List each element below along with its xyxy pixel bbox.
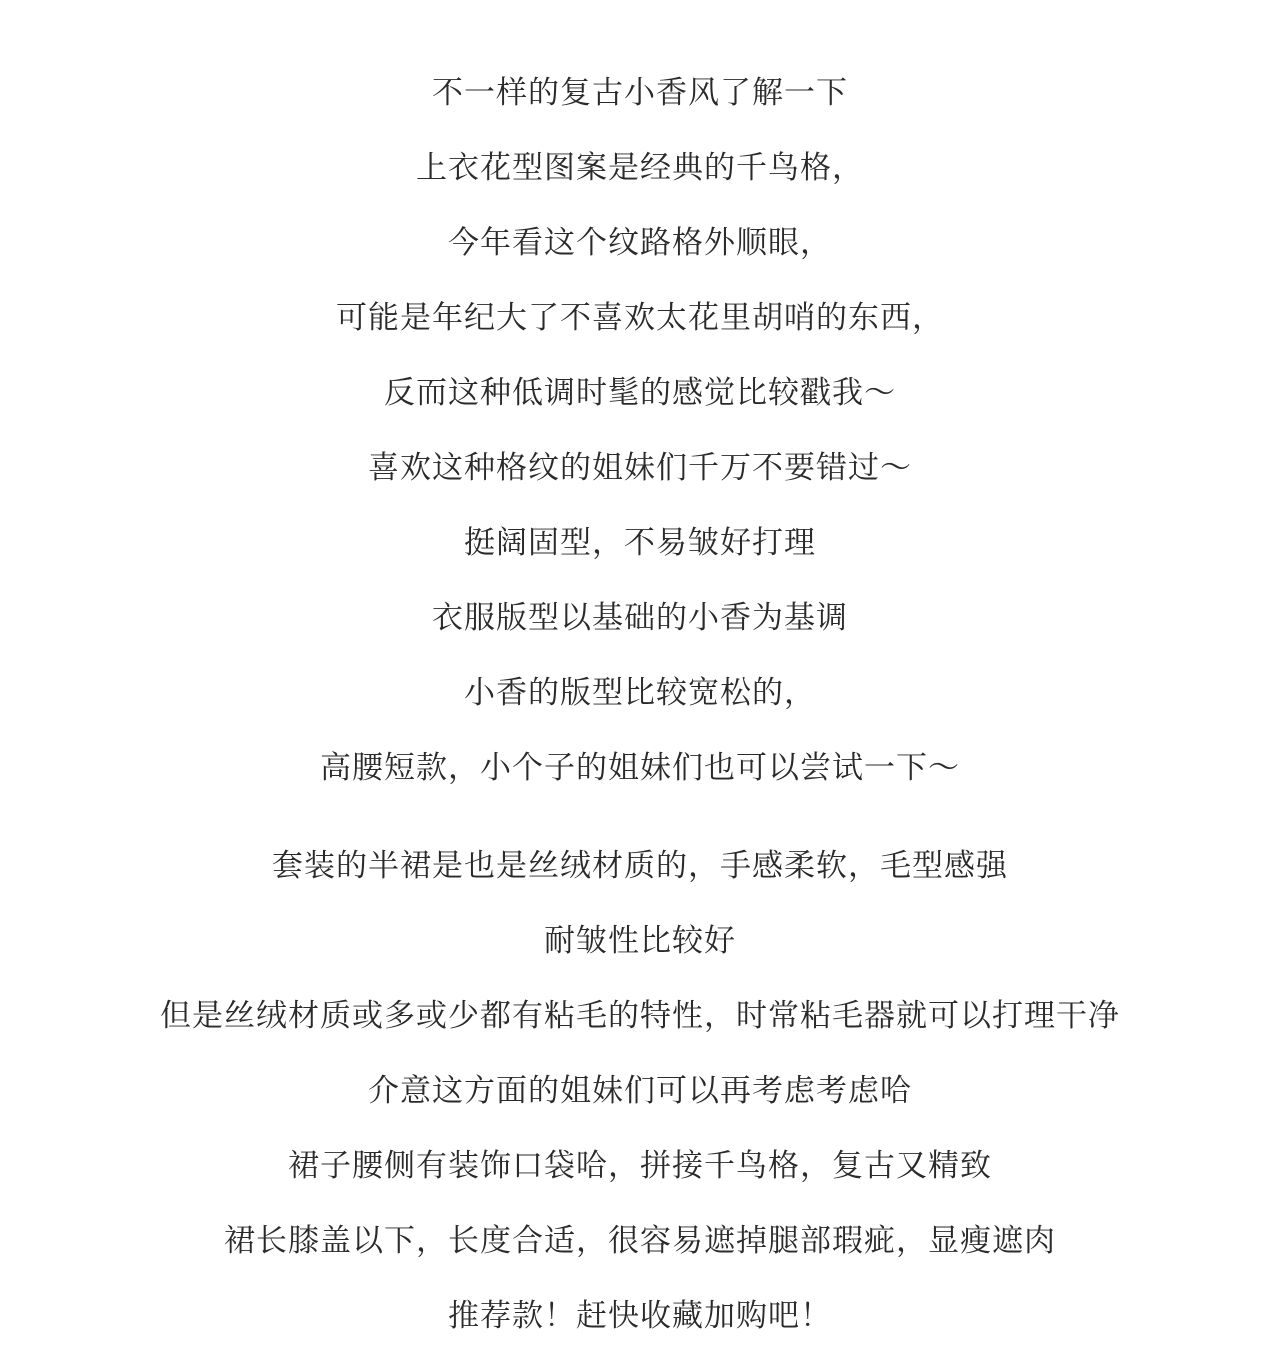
text-line: 反而这种低调时髦的感觉比较戳我～ [384, 375, 896, 411]
text-line: 高腰短款，小个子的姐妹们也可以尝试一下～ [320, 750, 960, 786]
text-line: 衣服版型以基础的小香为基调 [432, 600, 848, 636]
description-paragraph-top [0, 56, 1280, 806]
text-line: 挺阔固型，不易皱好打理 [464, 525, 816, 561]
description-paragraph-bottom [0, 829, 1280, 1354]
text-line: 不一样的复古小香风了解一下 [432, 75, 848, 111]
text-line: 耐皱性比较好 [544, 923, 736, 959]
text-line: 上衣花型图案是经典的千鸟格， [416, 150, 864, 186]
text-line: 推荐款！赶快收藏加购吧！ [448, 1298, 832, 1334]
text-line: 介意这方面的姐妹们可以再考虑考虑哈 [368, 1073, 912, 1109]
text-line: 小香的版型比较宽松的， [464, 675, 816, 711]
text-line: 但是丝绒材质或多或少都有粘毛的特性，时常粘毛器就可以打理干净 [160, 998, 1120, 1034]
text-line: 裙子腰侧有装饰口袋哈，拼接千鸟格，复古又精致 [288, 1148, 992, 1184]
text-line: 今年看这个纹路格外顺眼， [448, 225, 832, 261]
text-line: 喜欢这种格纹的姐妹们千万不要错过～ [368, 450, 912, 486]
text-line: 裙长膝盖以下，长度合适，很容易遮掉腿部瑕疵，显瘦遮肉 [224, 1223, 1056, 1259]
text-line: 可能是年纪大了不喜欢太花里胡哨的东西， [336, 300, 944, 336]
text-line: 套装的半裙是也是丝绒材质的，手感柔软，毛型感强 [272, 848, 1008, 884]
